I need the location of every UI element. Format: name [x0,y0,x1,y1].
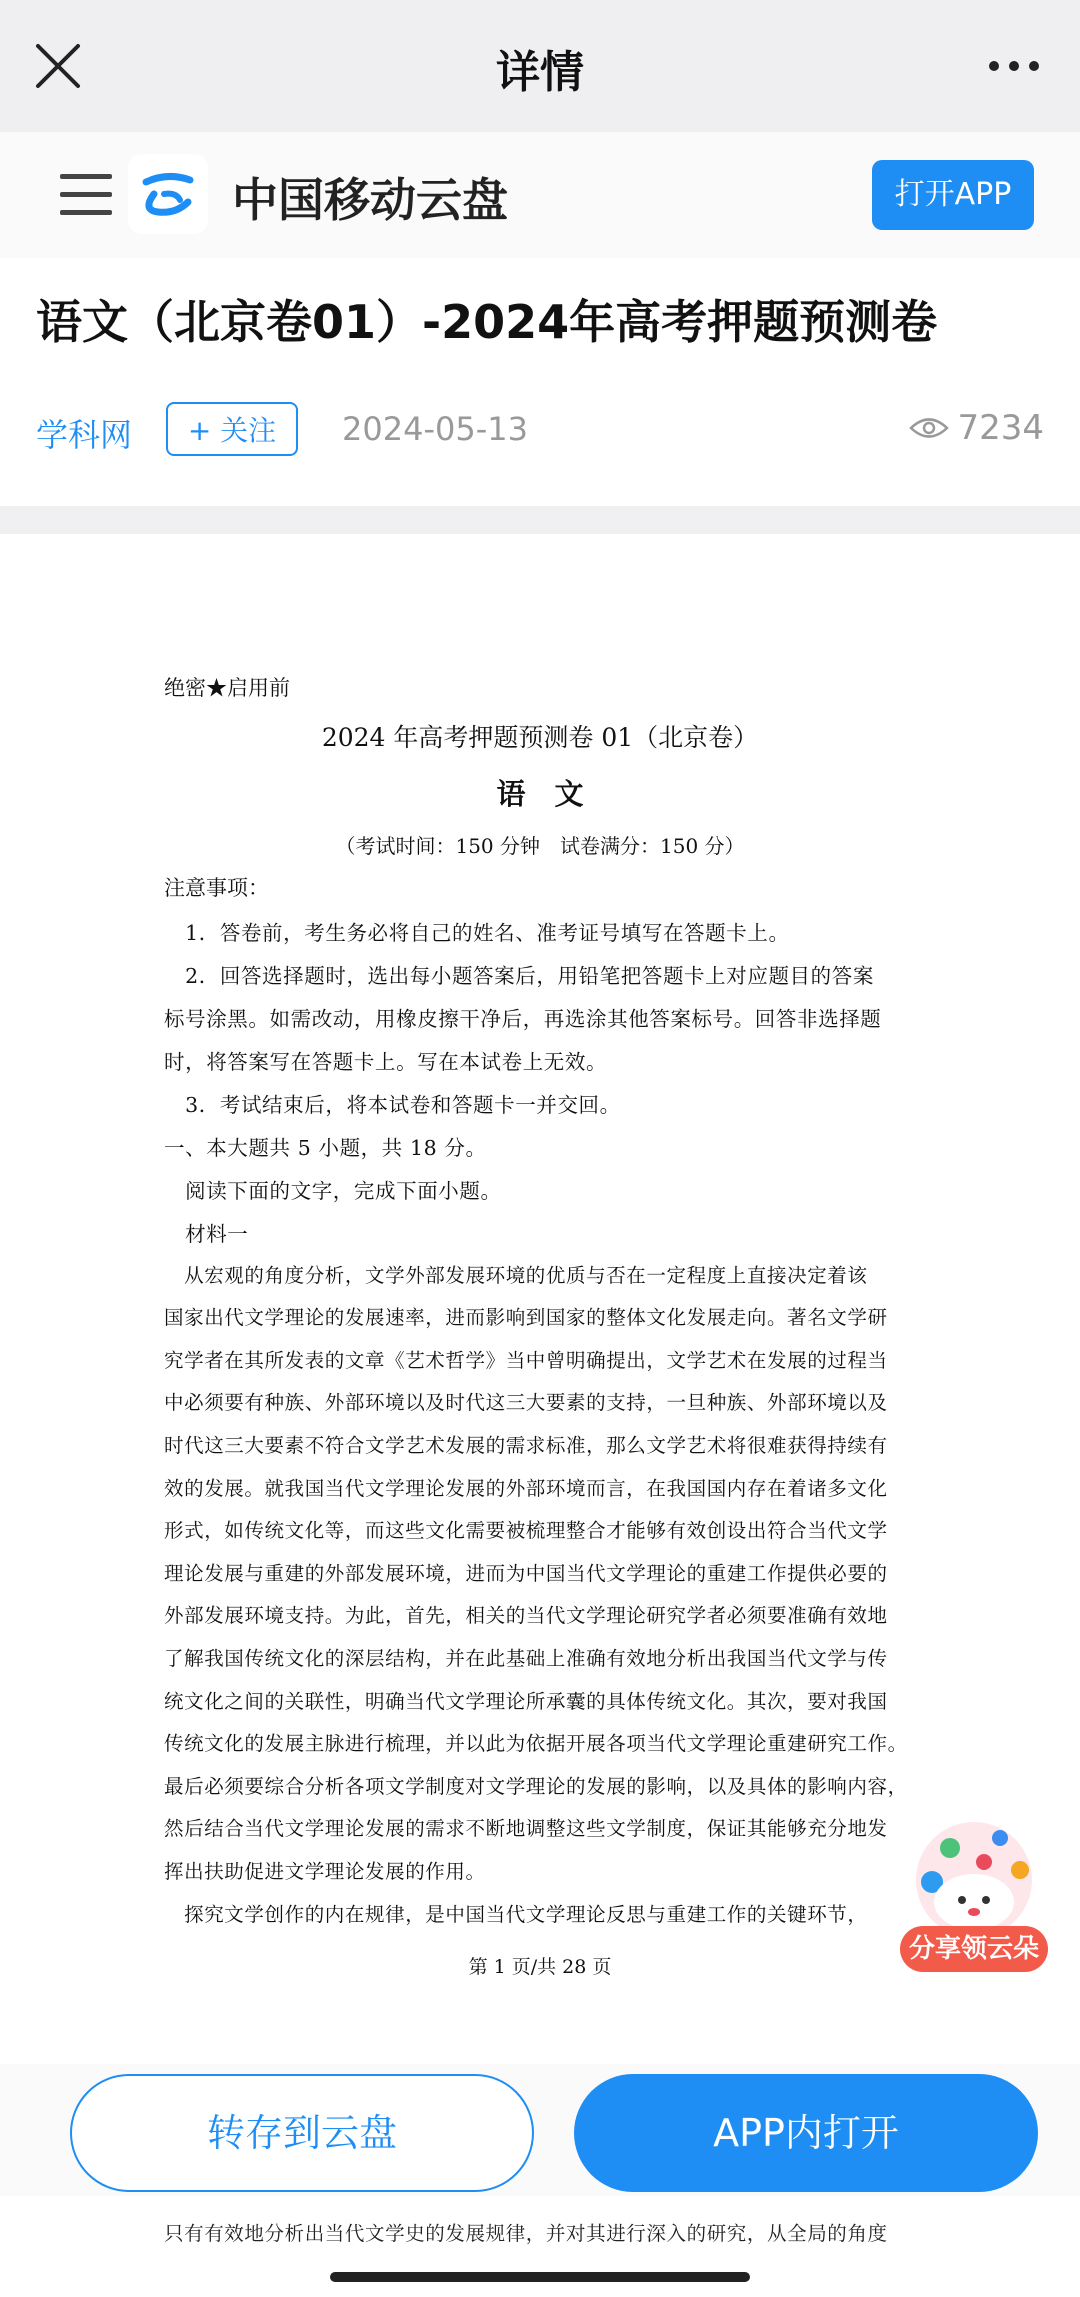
top-nav-bar [0,0,1080,132]
document-line: 从宏观的角度分析，文学外部发展环境的优质与否在一定程度上直接决定着该 [164,1263,868,1287]
document-line: 外部发展环境支持。为此，首先，相关的当代文学理论研究学者必须要准确有效地 [164,1604,888,1628]
document-continuation [0,2196,1080,2297]
document-line: 标号涂黑。如需改动，用橡皮擦干净后，再选涂其他答案标号。回答非选择题 [164,1007,882,1031]
exam-title: 2024 年高考押题预测卷 01（北京卷） [321,723,759,752]
document-line: 然后结合当代文学理论发展的需求不断地调整这些文学制度，保证其能够充分地发 [164,1817,888,1841]
document-line: 统文化之间的关联性，明确当代文学理论所承囊的具体传统文化。其次，要对我国 [164,1689,888,1713]
exam-info: （考试时间：150 分钟 试卷满分：150 分） [335,834,745,858]
document-line: 探究文学创作的内在规律，是中国当代文学理论反思与重建工作的关键环节， [164,1902,868,1926]
document-line: 3．考试结束后，将本试卷和答题卡一并交回。 [164,1093,621,1117]
secret-label: 绝密★启用前 [164,676,290,700]
document-line: 效的发展。就我国当代文学理论发展的外部环境而言，在我国国内存在着诸多文化 [164,1476,888,1500]
follow-button[interactable]: + 关注 [166,402,298,456]
document-line: 了解我国传统文化的深层结构，并在此基础上准确有效地分析出我国当代文学与传 [164,1647,888,1670]
subject-title: 语 文 [496,777,584,811]
brand-name: 中国移动云盘 [232,173,508,227]
document-line: 传统文化的发展主脉进行梳理，并以此为依据开展各项当代文学理论重建研究工作。 [164,1732,908,1756]
view-count-value: 7234 [957,408,1044,448]
page-title: 详情 [496,47,584,98]
document-line: 挥出扶助促进文学理论发展的作用。 [164,1860,486,1883]
document-line: 最后必须要综合分析各项文学制度对文学理论的发展的影响，以及具体的影响内容， [164,1774,908,1798]
view-count [909,408,1044,448]
document-line: 2．回答选择题时，选出每小题答案后，用铅笔把答题卡上对应题目的答案 [164,964,874,988]
document-line: 理论发展与重建的外部发展环境，进而为中国当代文学理论的重建工作提供必要的 [164,1561,888,1585]
source-link[interactable]: 学科网 [36,416,133,454]
document-title: 语文（北京卷01）-2024年高考押题预测卷 [36,295,938,349]
page-number: 第 1 页/共 28 页 [468,1956,612,1978]
share-widget[interactable] [896,1818,1052,1978]
home-indicator [330,2272,750,2282]
save-to-cloud-button[interactable]: 转存到云盘 [70,2074,534,2192]
cloud-drive-logo-icon [128,154,208,234]
document-line: 阅读下面的文字，完成下面小题。 [164,1179,502,1203]
eye-icon [909,415,949,441]
document-header [0,258,1080,506]
menu-icon[interactable] [58,170,114,220]
document-line: 形式，如传统文化等，而这些文化需要被梳理整合才能够有效创设出符合当代文学 [164,1519,888,1543]
document-line: 究学者在其所发表的文章《艺术哲学》当中曾明确提出，文学艺术在发展的过程当 [164,1348,888,1372]
open-app-button[interactable]: 打开APP [872,160,1034,230]
app-bar [0,132,1080,258]
document-line: 1．答卷前，考生务必将自己的姓名、准考证号填写在答题卡上。 [164,921,790,945]
document-line: 材料一 [164,1222,249,1246]
share-widget-label: 分享领云朵 [908,1934,1039,1964]
document-line: 国家出代文学理论的发展速率，进而影响到国家的整体文化发展走向。著名文学研 [164,1306,888,1330]
document-line: 时，将答案写在答题卡上。写在本试卷上无效。 [164,1050,608,1074]
continuation-text: 只有有效地分析出当代文学史的发展规律，并对其进行深入的研究，从全局的角度 [164,2222,888,2245]
document-line: 时代这三大要素不符合文学艺术发展的需求标准，那么文学艺术将很难获得持续有 [164,1434,888,1457]
more-icon[interactable] [984,44,1044,88]
publish-date: 2024-05-13 [342,410,528,448]
document-line: 中必须要有种族、外部环境以及时代这三大要素的支持，一旦种族、外部环境以及 [164,1391,888,1415]
document-line: 一、本大题共 5 小题，共 18 分。 [164,1136,487,1160]
bottom-action-bar [0,2064,1080,2196]
open-in-app-button[interactable]: APP内打开 [574,2074,1038,2192]
notice-title: 注意事项： [164,876,269,900]
divider [0,506,1080,534]
